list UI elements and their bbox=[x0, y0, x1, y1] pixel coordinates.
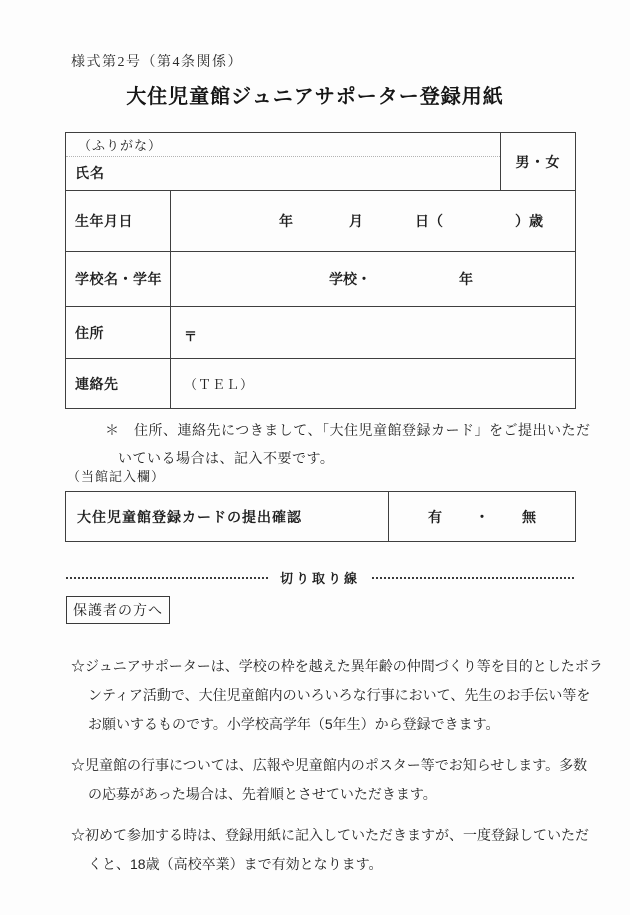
name-row bbox=[66, 133, 576, 191]
address-row-label: 住所 bbox=[66, 307, 171, 359]
school-row-label: 学校名・学年 bbox=[66, 252, 171, 307]
office-section-label: （当館記入欄） bbox=[67, 469, 166, 484]
card-confirm-options bbox=[389, 492, 576, 542]
guardian-paragraph bbox=[71, 652, 603, 739]
contact-cell bbox=[171, 359, 576, 409]
cut-line bbox=[66, 568, 574, 586]
guardian-heading: 保護者の方へ bbox=[66, 596, 170, 624]
option-separator: ・ bbox=[475, 508, 489, 525]
guardian-notes bbox=[71, 652, 603, 891]
office-table bbox=[65, 491, 576, 542]
card-confirm-row bbox=[66, 492, 576, 542]
cut-line-dots bbox=[372, 577, 574, 579]
guardian-paragraph bbox=[71, 821, 589, 879]
name-cell bbox=[66, 133, 501, 191]
note-line: いている場合は、記入不要です。 bbox=[118, 450, 335, 466]
paragraph-line: ☆初めて参加する時は、登録用紙に記入していただきますが、一度登録していただ bbox=[71, 827, 589, 843]
school-name-label: 学校・ bbox=[329, 271, 371, 287]
paragraph-line: お願いするものです。小学校高学年（5年生）から登録できます。 bbox=[88, 716, 500, 732]
registration-table bbox=[65, 132, 576, 409]
furigana-label: （ふりがな） bbox=[66, 133, 500, 157]
school-year-label: 年 bbox=[459, 271, 473, 287]
birthdate-row-label: 生年月日 bbox=[66, 191, 171, 252]
address-cell bbox=[171, 307, 576, 359]
paragraph-line: ンティア活動で、大住児童館内のいろいろな行事において、先生のお手伝い等を bbox=[88, 687, 591, 703]
cut-line-label: 切り取り線 bbox=[280, 570, 361, 586]
paragraph-line: の応募があった場合は、先着順とさせていただきます。 bbox=[88, 786, 437, 802]
paragraph-line: くと、18歳（高校卒業）まで有効となります。 bbox=[88, 856, 383, 872]
birth-age-label: ）歳 bbox=[515, 213, 543, 229]
paragraph-line: ☆ジュニアサポーターは、学校の枠を越えた異年齢の仲間づくり等を目的としたボラ bbox=[71, 658, 603, 674]
cut-line-dots bbox=[66, 577, 268, 579]
gender-label: 男・女 bbox=[501, 133, 576, 191]
submission-note bbox=[105, 416, 590, 472]
paragraph-line: ☆児童館の行事については、広報や児童館内のポスター等でお知らせします。多数 bbox=[71, 757, 588, 773]
guardian-paragraph bbox=[71, 751, 588, 809]
birth-day-label: 日（ bbox=[415, 213, 443, 229]
page-title: 大住児童館ジュニアサポーター登録用紙 bbox=[126, 86, 504, 108]
birthdate-cell bbox=[171, 191, 576, 252]
tel-label: （ＴＥＬ） bbox=[184, 377, 255, 392]
option-no: 無 bbox=[522, 508, 536, 525]
birth-month-label: 月 bbox=[349, 213, 363, 229]
note-line: ＊ 住所、連絡先につきまして、「大住児童館登録カード」をご提出いただ bbox=[105, 422, 591, 438]
birthdate-row bbox=[66, 191, 576, 252]
card-confirm-label: 大住児童館登録カードの提出確認 bbox=[66, 492, 389, 542]
contact-row bbox=[66, 359, 576, 409]
option-yes: 有 bbox=[428, 508, 442, 525]
form-number: 様式第2号（第4条関係） bbox=[71, 55, 243, 70]
school-cell bbox=[171, 252, 576, 307]
name-label: 氏名 bbox=[75, 165, 105, 181]
address-row bbox=[66, 307, 576, 359]
postal-mark: 〒 bbox=[184, 329, 198, 344]
contact-row-label: 連絡先 bbox=[66, 359, 171, 409]
birth-year-label: 年 bbox=[279, 213, 293, 229]
school-row bbox=[66, 252, 576, 307]
